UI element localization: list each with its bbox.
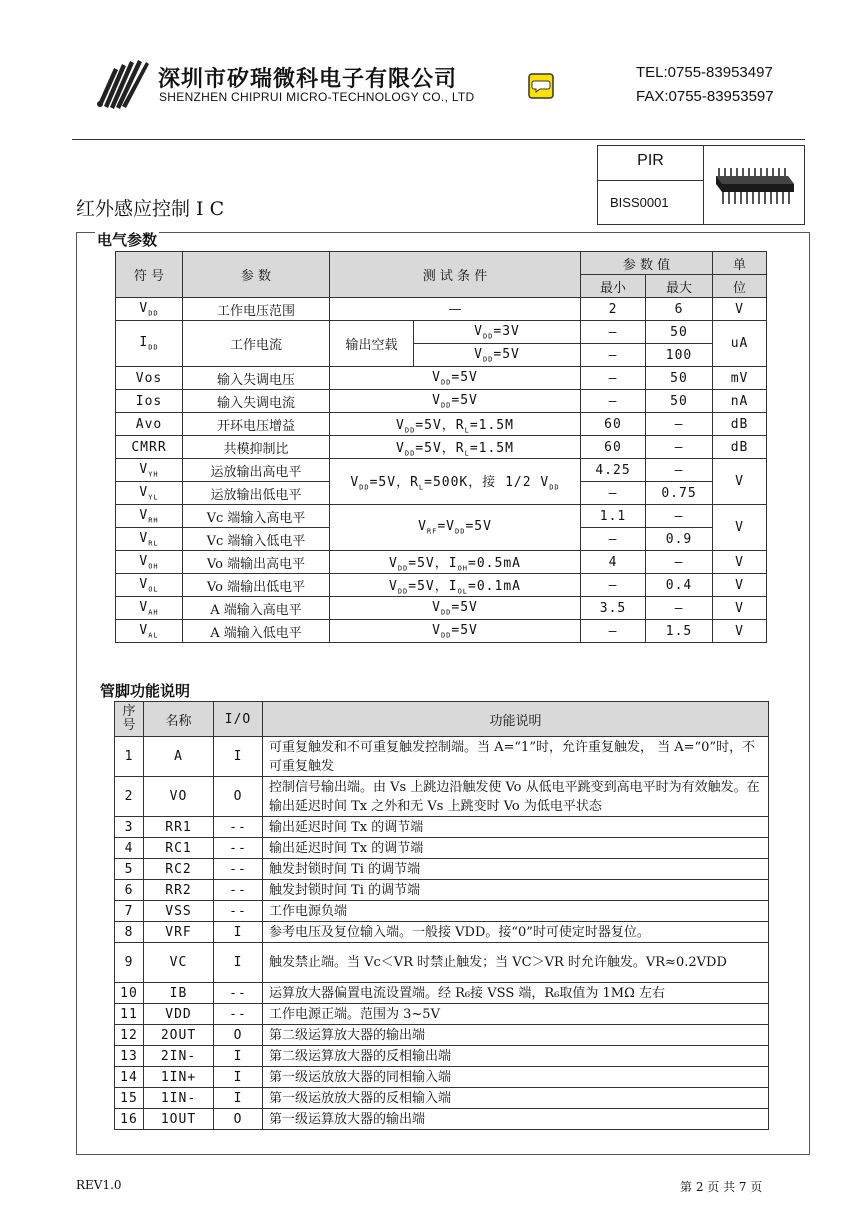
pin-io: -- <box>214 859 263 880</box>
pin-description: 输出延迟时间 Tx 的调节端 <box>263 817 769 838</box>
table-row <box>115 983 769 1004</box>
header-name: 名称 <box>144 702 214 737</box>
pin-number: 8 <box>115 922 144 943</box>
pin-number: 11 <box>115 1004 144 1025</box>
table-row: $V_{YL}$ 运放输出低电平 — 0.75 <box>116 482 767 505</box>
pin-name: 2IN- <box>144 1046 214 1067</box>
table-row: $V_{OH}$ Vo 端输出高电平 $V_{DD}=5V$，$I_{OH}=0.5mA$ 4 — V <box>116 551 767 574</box>
pin-name: RC2 <box>144 859 214 880</box>
table-row <box>115 1025 769 1046</box>
table-row <box>115 859 769 880</box>
header-unit-bottom: 位 <box>713 275 767 298</box>
pin-name: VC <box>144 943 214 983</box>
pin-function-table <box>114 701 769 1130</box>
header-condition: 测 试 条 件 <box>330 252 581 298</box>
pin-description: 第一级运放放大器的同相输入端 <box>263 1067 769 1088</box>
table-row: $I_{DD}$ 工作电流 输出空载 $V_{DD}=3V$ — 50 uA <box>116 321 767 344</box>
pin-io: I <box>214 1067 263 1088</box>
pin-number: 2 <box>115 777 144 817</box>
pin-name: VDD <box>144 1004 214 1025</box>
pin-description: 输出延迟时间 Tx 的调节端 <box>263 838 769 859</box>
pin-description: 第二级运算放大器的输出端 <box>263 1025 769 1046</box>
pin-io: -- <box>214 838 263 859</box>
pin-description: 参考电压及复位输入端。一般接 VDD。接“0”时可使定时器复位。 <box>263 922 769 943</box>
header-max: 最大 <box>646 275 713 298</box>
table-row: Avo 开环电压增益 $V_{DD}=5V$，$R_L=1.5M$ 60 — dB <box>116 413 767 436</box>
pin-number: 4 <box>115 838 144 859</box>
pin-number: 13 <box>115 1046 144 1067</box>
pin-number: 16 <box>115 1109 144 1130</box>
pin-description: 第二级运算放大器的反相输出端 <box>263 1046 769 1067</box>
pin-io: O <box>214 1025 263 1046</box>
table-row: $V_{RL}$ Vc 端输入低电平 — 0.9 <box>116 528 767 551</box>
table-row: $V_{YH}$ 运放输出高电平 $V_{DD}=5V$，$R_L=500K$，接 1/2 $V_{DD}$ 4.25 — V <box>116 459 767 482</box>
pin-number: 5 <box>115 859 144 880</box>
company-name-en: SHENZHEN CHIPRUI MICRO-TECHNOLOGY CO., LTD <box>159 90 475 104</box>
table-row <box>115 817 769 838</box>
header-symbol: 符 号 <box>116 252 183 298</box>
header-min: 最小 <box>581 275 646 298</box>
table-row <box>115 1046 769 1067</box>
pin-number: 9 <box>115 943 144 983</box>
pin-io: -- <box>214 880 263 901</box>
pin-description: 工作电源负端 <box>263 901 769 922</box>
pin-io: -- <box>214 817 263 838</box>
pin-io: I <box>214 922 263 943</box>
pin-name: RR2 <box>144 880 214 901</box>
pin-io: -- <box>214 983 263 1004</box>
pin-description: 可重复触发和不可重复触发控制端。当 A=“1”时，允许重复触发， 当 A=“0”时，不可重复触发 <box>263 737 769 777</box>
table-row: CMRR 共模抑制比 $V_{DD}=5V$，$R_L=1.5M$ 60 — dB <box>116 436 767 459</box>
part-type: PIR <box>637 152 664 169</box>
pin-number: 12 <box>115 1025 144 1046</box>
header-value: 参 数 值 <box>581 252 713 275</box>
fax-number: FAX:0755-83953597 <box>636 88 774 105</box>
pin-number: 6 <box>115 880 144 901</box>
table-row: $V_{DD}$ 工作电压范围 — 2 6 V <box>116 298 767 321</box>
pin-number: 15 <box>115 1088 144 1109</box>
part-id-box <box>597 145 805 225</box>
pin-name: VSS <box>144 901 214 922</box>
pin-description: 控制信号输出端。由 Vs 上跳边沿触发使 Vo 从低电平跳变到高电平时为有效触发。在输出延迟时间 Tx 之外和无 Vs 上跳变时 Vo 为低电平状态 <box>263 777 769 817</box>
pin-number: 14 <box>115 1067 144 1088</box>
electrical-params-table <box>115 251 767 643</box>
pin-number: 7 <box>115 901 144 922</box>
pin-name: VO <box>144 777 214 817</box>
part-number: BISS0001 <box>610 195 669 210</box>
pin-name: RC1 <box>144 838 214 859</box>
pin-io: I <box>214 943 263 983</box>
table-row: $V_{AL}$ A 端输入低电平 $V_{DD}=5V$ — 1.5 V <box>116 620 767 643</box>
dip-chip-icon <box>712 162 798 208</box>
pin-description: 触发封锁时间 Ti 的调节端 <box>263 880 769 901</box>
header-divider <box>72 139 805 140</box>
table-row <box>115 1109 769 1130</box>
pin-description: 第一级运放放大器的反相输入端 <box>263 1088 769 1109</box>
table-row: $V_{RH}$ Vc 端输入高电平 $V_{RF}=V_{DD}=5V$ 1.1 — V <box>116 505 767 528</box>
chat-bubble-icon[interactable] <box>528 73 554 99</box>
pin-description: 工作电源正端。范围为 3~5V <box>263 1004 769 1025</box>
feather-logo-icon <box>92 52 152 110</box>
table-row <box>115 943 769 983</box>
pin-description: 触发封锁时间 Ti 的调节端 <box>263 859 769 880</box>
table-row: $V_{OL}$ Vo 端输出低电平 $V_{DD}=5V$，$I_{OL}=0.1mA$ — 0.4 V <box>116 574 767 597</box>
table-row <box>115 1067 769 1088</box>
revision: REV1.0 <box>76 1178 122 1192</box>
pin-name: 1IN+ <box>144 1067 214 1088</box>
table-row <box>115 880 769 901</box>
pin-name: A <box>144 737 214 777</box>
pin-number: 3 <box>115 817 144 838</box>
table-row <box>115 1004 769 1025</box>
table-row: Vos 输入失调电压 $V_{DD}=5V$ — 50 mV <box>116 367 767 390</box>
header-no: 序 号 <box>115 702 144 737</box>
table-row <box>115 737 769 777</box>
table-row <box>115 777 769 817</box>
pin-name: VRF <box>144 922 214 943</box>
table-row: $V_{DD}=5V$ — 100 <box>116 344 767 367</box>
header-io: I/O <box>214 702 263 737</box>
pin-io: I <box>214 737 263 777</box>
pin-io: -- <box>214 1004 263 1025</box>
header-unit-top: 单 <box>713 252 767 275</box>
pin-number: 1 <box>115 737 144 777</box>
table-row <box>115 1088 769 1109</box>
table-row: Ios 输入失调电流 $V_{DD}=5V$ — 50 nA <box>116 390 767 413</box>
pin-io: I <box>214 1088 263 1109</box>
pin-io: O <box>214 777 263 817</box>
pin-description: 触发禁止端。当 Vc＜VR 时禁止触发；当 VC＞VR 时允许触发。VR≈0.2VDD <box>263 943 769 983</box>
header-param: 参 数 <box>183 252 330 298</box>
table-row <box>115 901 769 922</box>
tel-number: TEL:0755-83953497 <box>636 64 773 81</box>
pin-name: RR1 <box>144 817 214 838</box>
pin-io: O <box>214 1109 263 1130</box>
header-desc: 功能说明 <box>263 702 769 737</box>
pin-name: 1OUT <box>144 1109 214 1130</box>
pin-io: -- <box>214 901 263 922</box>
pin-name: 2OUT <box>144 1025 214 1046</box>
pin-number: 10 <box>115 983 144 1004</box>
document-title: 红外感应控制 I C <box>76 198 225 220</box>
pin-name: IB <box>144 983 214 1004</box>
table-row <box>115 838 769 859</box>
section-title-electrical: 电气参数 <box>97 231 158 249</box>
company-name-cn: 深圳市矽瑞微科电子有限公司 <box>158 67 458 92</box>
pin-io: I <box>214 1046 263 1067</box>
pin-name: 1IN- <box>144 1088 214 1109</box>
pin-description: 运算放大器偏置电流设置端。经 R₆接 VSS 端，R₆取值为 1MΩ 左右 <box>263 983 769 1004</box>
table-row <box>115 922 769 943</box>
section-title-pins: 管脚功能说明 <box>100 682 191 700</box>
page-number: 第 2 页 共 7 页 <box>680 1180 763 1194</box>
table-row: $V_{AH}$ A 端输入高电平 $V_{DD}=5V$ 3.5 — V <box>116 597 767 620</box>
pin-description: 第一级运算放大器的输出端 <box>263 1109 769 1130</box>
